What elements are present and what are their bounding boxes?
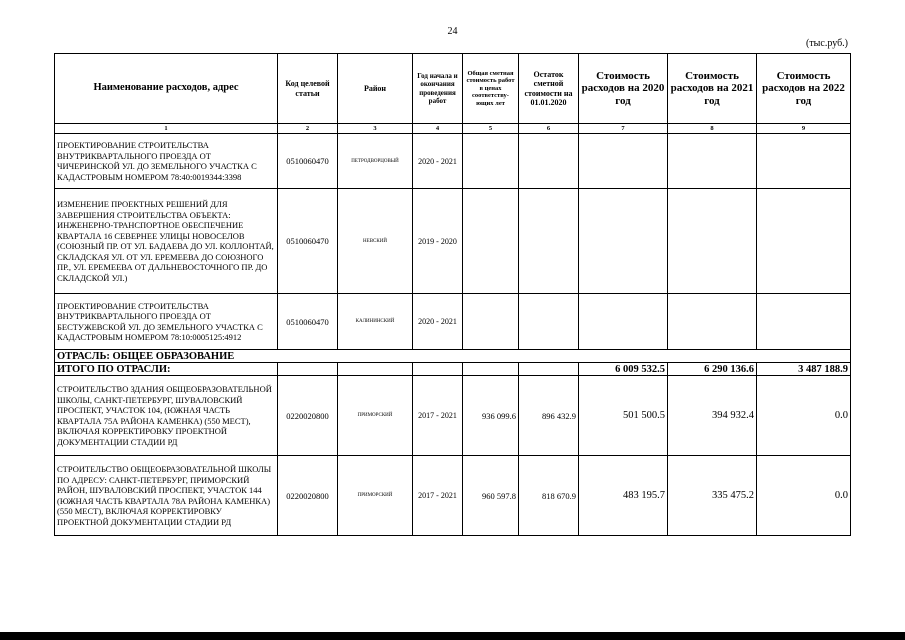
column-number: 7	[579, 124, 668, 134]
row-cost-2020: 501 500.5	[579, 376, 668, 456]
row-cost-2020	[579, 189, 668, 294]
header-balance: Остаток сметной стоимости на 01.01.2020	[519, 54, 579, 124]
row-years: 2019 - 2020	[413, 189, 463, 294]
table-row	[55, 294, 851, 350]
row-cost-2022	[757, 189, 851, 294]
row-balance	[519, 134, 579, 189]
row-name: СТРОИТЕЛЬСТВО ЗДАНИЯ ОБЩЕОБРАЗОВАТЕЛЬНОЙ ШКОЛЫ, САНКТ-ПЕТЕРБУРГ, ШУВАЛОВСКИЙ ПРОСПЕКТ, УЧАСТОК 104, (ЮЖНАЯ ЧАСТЬ КВАРТАЛА 75А РАЙОНА КАМЕНКА) (550 МЕСТ), ВКЛЮЧАЯ КОРРЕКТИРОВКУ ПРОЕКТНОЙ ДОКУМЕНТАЦИИ СТАДИИ РД	[55, 376, 278, 456]
table-row	[55, 376, 851, 456]
row-district: КАЛИНИНСКИЙ	[338, 294, 413, 350]
row-district: НЕВСКИЙ	[338, 189, 413, 294]
column-numbers-row	[55, 124, 851, 134]
column-number: 3	[338, 124, 413, 134]
header-total-cost: Общая сметная стоимость работ в ценах соответству-ющих лет	[463, 54, 519, 124]
row-balance	[519, 294, 579, 350]
total-2022: 3 487 188.9	[757, 363, 851, 376]
row-total-cost: 936 099.6	[463, 376, 519, 456]
section-title: ОТРАСЛЬ: ОБЩЕЕ ОБРАЗОВАНИЕ	[55, 350, 851, 363]
table-row	[55, 456, 851, 536]
total-row	[55, 363, 851, 376]
total-2020: 6 009 532.5	[579, 363, 668, 376]
header-cost-2022: Стоимость расходов на 2022 год	[757, 54, 851, 124]
column-number: 9	[757, 124, 851, 134]
row-cost-2020: 483 195.7	[579, 456, 668, 536]
row-code: 0510060470	[278, 294, 338, 350]
row-cost-2022: 0.0	[757, 456, 851, 536]
row-code: 0220020800	[278, 376, 338, 456]
page-number: 24	[447, 26, 458, 37]
table-row	[55, 134, 851, 189]
header-cost-2020: Стоимость расходов на 2020 год	[579, 54, 668, 124]
row-cost-2021	[668, 189, 757, 294]
row-cost-2020	[579, 294, 668, 350]
row-years: 2020 - 2021	[413, 294, 463, 350]
row-code: 0510060470	[278, 189, 338, 294]
column-number: 5	[463, 124, 519, 134]
scan-edge-bar	[0, 632, 905, 640]
header-code: Код целевой статьи	[278, 54, 338, 124]
row-cost-2020	[579, 134, 668, 189]
header-name: Наименование расходов, адрес	[55, 54, 278, 124]
expenses-table	[54, 53, 851, 536]
column-number: 6	[519, 124, 579, 134]
row-cost-2022	[757, 294, 851, 350]
column-number: 8	[668, 124, 757, 134]
row-years: 2020 - 2021	[413, 134, 463, 189]
row-total-cost	[463, 294, 519, 350]
row-name: СТРОИТЕЛЬСТВО ОБЩЕОБРАЗОВАТЕЛЬНОЙ ШКОЛЫ ПО АДРЕСУ: САНКТ-ПЕТЕРБУРГ, ПРИМОРСКИЙ РАЙОН, ШУВАЛОВСКИЙ ПРОСПЕКТ, УЧАСТОК 144 (ЮЖНАЯ ЧАСТЬ КВАРТАЛА 78А РАЙОНА КАМЕНКА) (550 МЕСТ), ВКЛЮЧАЯ КОРРЕКТИРОВКУ ПРОЕКТНОЙ ДОКУМЕНТАЦИИ СТАДИИ РД	[55, 456, 278, 536]
total-2021: 6 290 136.6	[668, 363, 757, 376]
row-name: ИЗМЕНЕНИЕ ПРОЕКТНЫХ РЕШЕНИЙ ДЛЯ ЗАВЕРШЕНИЯ СТРОИТЕЛЬСТВА ОБЪЕКТА: ИНЖЕНЕРНО-ТРАНСПОРТНОЕ ОБЕСПЕЧЕНИЕ КВАРТАЛА 16 СЕВЕРНЕЕ УЛИЦЫ НОВОСЕЛОВ (СОЮЗНЫЙ ПР. ОТ УЛ. БАДАЕВА ДО УЛ. КОЛЛОНТАЙ, СКЛАДСКАЯ УЛ. ОТ УЛ. ЕРЕМЕЕВА ДО СОЮЗНОГО ПР., УЛ. ЕРЕМЕЕВА ОТ ДАЛЬНЕВОСТОЧНОГО ПР. ДО СКЛАДСКОЙ УЛ.)	[55, 189, 278, 294]
row-cost-2022: 0.0	[757, 376, 851, 456]
row-district: ПЕТРОДВОРЦОВЫЙ	[338, 134, 413, 189]
units-label: (тыс.руб.)	[805, 38, 848, 49]
row-cost-2021: 394 932.4	[668, 376, 757, 456]
row-balance	[519, 189, 579, 294]
row-code: 0510060470	[278, 134, 338, 189]
row-balance: 896 432.9	[519, 376, 579, 456]
row-cost-2021: 335 475.2	[668, 456, 757, 536]
row-years: 2017 - 2021	[413, 376, 463, 456]
row-district: ПРИМОРСКИЙ	[338, 376, 413, 456]
column-number: 4	[413, 124, 463, 134]
row-name: ПРОЕКТИРОВАНИЕ СТРОИТЕЛЬСТВА ВНУТРИКВАРТАЛЬНОГО ПРОЕЗДА ОТ БЕСТУЖЕВСКОЙ УЛ. ДО ЗЕМЕЛЬНОГО УЧАСТКА С КАДАСТРОВЫМ НОМЕРОМ 78:10:0005125:4912	[55, 294, 278, 350]
header-cost-2021: Стоимость расходов на 2021 год	[668, 54, 757, 124]
table-row	[55, 189, 851, 294]
row-cost-2022	[757, 134, 851, 189]
row-years: 2017 - 2021	[413, 456, 463, 536]
row-district: ПРИМОРСКИЙ	[338, 456, 413, 536]
row-total-cost	[463, 189, 519, 294]
header-row	[55, 54, 851, 124]
row-total-cost: 960 597.8	[463, 456, 519, 536]
column-number: 1	[55, 124, 278, 134]
column-number: 2	[278, 124, 338, 134]
row-total-cost	[463, 134, 519, 189]
row-balance: 818 670.9	[519, 456, 579, 536]
total-label: ИТОГО ПО ОТРАСЛИ:	[55, 363, 278, 376]
row-code: 0220020800	[278, 456, 338, 536]
header-years: Год начала и окончания проведения работ	[413, 54, 463, 124]
header-district: Район	[338, 54, 413, 124]
row-name: ПРОЕКТИРОВАНИЕ СТРОИТЕЛЬСТВА ВНУТРИКВАРТАЛЬНОГО ПРОЕЗДА ОТ ЧИЧЕРИНСКОЙ УЛ. ДО ЗЕМЕЛЬНОГО УЧАСТКА С КАДАСТРОВЫМ НОМЕРОМ 78:40:0019344:3398	[55, 134, 278, 189]
section-row	[55, 350, 851, 363]
row-cost-2021	[668, 294, 757, 350]
row-cost-2021	[668, 134, 757, 189]
